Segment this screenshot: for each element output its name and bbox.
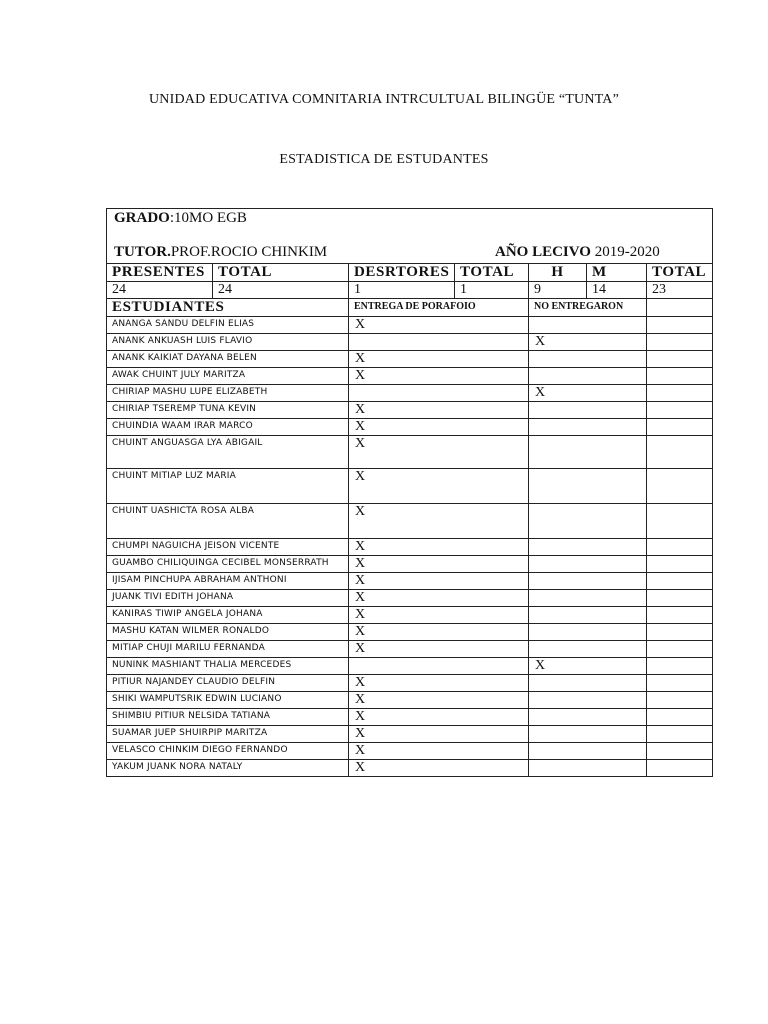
no-entrega-mark [529, 504, 647, 539]
entrega-mark: X [349, 692, 529, 709]
student-name: ANANK KAIKIAT DAYANA BELEN [107, 351, 349, 368]
entrega-mark: X [349, 743, 529, 760]
no-entrega-mark [529, 675, 647, 692]
empty-cell [647, 675, 713, 692]
total-presentes-header: TOTAL [213, 264, 349, 282]
entrega-mark: X [349, 436, 529, 469]
institution-title: UNIDAD EDUCATIVA COMNITARIA INTRCULTUAL BILINGÜE “TUNTA” [148, 92, 619, 107]
empty-cell [647, 607, 713, 624]
empty-cell [647, 385, 713, 402]
grado-line [114, 210, 247, 227]
summary-values-row [107, 282, 713, 299]
info-cell [107, 209, 713, 264]
total-header: TOTAL [647, 264, 713, 282]
total-presentes-value: 24 [213, 282, 349, 299]
empty-cell [647, 760, 713, 777]
student-name: IJISAM PINCHUPA ABRAHAM ANTHONI [107, 573, 349, 590]
empty-cell [647, 556, 713, 573]
empty-cell [647, 641, 713, 658]
empty-cell [647, 368, 713, 385]
student-name: CHUINT UASHICTA ROSA ALBA [107, 504, 349, 539]
student-name: CHUINT ANGUASGA LYA ABIGAIL [107, 436, 349, 469]
no-entrega-mark [529, 607, 647, 624]
table-row [107, 351, 713, 368]
empty-cell [647, 692, 713, 709]
school-year-line [495, 244, 660, 261]
total-value: 23 [647, 282, 713, 299]
table-row [107, 436, 713, 469]
table-row [107, 556, 713, 573]
no-entrega-mark [529, 539, 647, 556]
document-subtitle: ESTADISTICA DE ESTUDANTES [279, 152, 489, 167]
entrega-mark: X [349, 624, 529, 641]
tutor-label: TUTOR. [114, 244, 171, 260]
student-name: MITIAP CHUJI MARILU FERNANDA [107, 641, 349, 658]
students-column-header: ESTUDIANTES [107, 299, 349, 317]
no-entrega-mark [529, 590, 647, 607]
student-name: SUAMAR JUEP SHUIRPIP MARITZA [107, 726, 349, 743]
summary-header-row [107, 264, 713, 282]
student-name: NUNINK MASHIANT THALIA MERCEDES [107, 658, 349, 675]
info-row [107, 209, 713, 264]
student-name: KANIRAS TIWIP ANGELA JOHANA [107, 607, 349, 624]
entrega-mark: X [349, 317, 529, 334]
no-entrega-mark [529, 556, 647, 573]
empty-cell [647, 743, 713, 760]
student-name: ANANK ANKUASH LUIS FLAVIO [107, 334, 349, 351]
empty-cell [647, 419, 713, 436]
no-entrega-mark [529, 368, 647, 385]
empty-cell [647, 573, 713, 590]
entrega-mark: X [349, 368, 529, 385]
no-entrega-mark [529, 419, 647, 436]
table-row [107, 624, 713, 641]
student-name: ANANGA SANDU DELFIN ELIAS [107, 317, 349, 334]
entrega-mark: X [349, 539, 529, 556]
table-row [107, 726, 713, 743]
table-row [107, 402, 713, 419]
no-entrega-mark [529, 351, 647, 368]
no-entrega-column-header: NO ENTREGARON [529, 299, 647, 317]
statistics-table [106, 208, 713, 777]
student-name: CHIRIAP MASHU LUPE ELIZABETH [107, 385, 349, 402]
no-entrega-mark [529, 726, 647, 743]
hombres-value: 9 [529, 282, 587, 299]
empty-cell [647, 726, 713, 743]
hombres-header: H [529, 264, 587, 282]
presentes-value: 24 [107, 282, 213, 299]
no-entrega-mark [529, 469, 647, 504]
table-row [107, 469, 713, 504]
student-name: YAKUM JUANK NORA NATALY [107, 760, 349, 777]
table-row [107, 709, 713, 726]
empty-cell [647, 504, 713, 539]
school-year-label: AÑO LECIVO [495, 244, 591, 260]
table-row [107, 658, 713, 675]
no-entrega-mark [529, 317, 647, 334]
table-row [107, 573, 713, 590]
table-row [107, 743, 713, 760]
table-row [107, 317, 713, 334]
empty-cell [647, 317, 713, 334]
tutor-value: PROF.ROCIO CHINKIM [170, 244, 328, 260]
table-row [107, 539, 713, 556]
table-row [107, 760, 713, 777]
empty-cell [647, 469, 713, 504]
entrega-mark: X [349, 675, 529, 692]
no-entrega-mark: X [529, 658, 647, 675]
student-name: CHUINDIA WAAM IRAR MARCO [107, 419, 349, 436]
entrega-mark: X [349, 590, 529, 607]
entrega-mark: X [349, 469, 529, 504]
entrega-mark [349, 334, 529, 351]
presentes-header: PRESENTES [107, 264, 213, 282]
entrega-mark [349, 385, 529, 402]
entrega-column-header: ENTREGA DE PORAFOIO [349, 299, 529, 317]
table-row [107, 504, 713, 539]
desertores-header: DESRTORES [349, 264, 455, 282]
table-row [107, 419, 713, 436]
empty-cell [647, 351, 713, 368]
student-name: PITIUR NAJANDEY CLAUDIO DELFIN [107, 675, 349, 692]
entrega-mark: X [349, 402, 529, 419]
empty-cell [647, 539, 713, 556]
mujeres-header: M [587, 264, 647, 282]
total-desertores-header: TOTAL [455, 264, 529, 282]
table-row [107, 692, 713, 709]
entrega-mark [349, 658, 529, 675]
entrega-mark: X [349, 573, 529, 590]
entrega-mark: X [349, 641, 529, 658]
empty-cell [647, 402, 713, 419]
no-entrega-mark [529, 692, 647, 709]
empty-cell [647, 709, 713, 726]
entrega-mark: X [349, 726, 529, 743]
desertores-value: 1 [349, 282, 455, 299]
table-row [107, 385, 713, 402]
student-name: AWAK CHUINT JULY MARITZA [107, 368, 349, 385]
student-name: SHIKI WAMPUTSRIK EDWIN LUCIANO [107, 692, 349, 709]
empty-cell [647, 436, 713, 469]
no-entrega-mark [529, 760, 647, 777]
student-name: MASHU KATAN WILMER RONALDO [107, 624, 349, 641]
table-row [107, 675, 713, 692]
table-row [107, 607, 713, 624]
no-entrega-mark [529, 573, 647, 590]
no-entrega-mark [529, 402, 647, 419]
no-entrega-mark [529, 709, 647, 726]
tutor-line [114, 244, 327, 261]
table-row [107, 334, 713, 351]
no-entrega-mark [529, 641, 647, 658]
student-name: CHUMPI NAGUICHA JEISON VICENTE [107, 539, 349, 556]
entrega-mark: X [349, 760, 529, 777]
entrega-mark: X [349, 709, 529, 726]
mujeres-value: 14 [587, 282, 647, 299]
empty-cell [647, 658, 713, 675]
student-name: VELASCO CHINKIM DIEGO FERNANDO [107, 743, 349, 760]
empty-cell [647, 590, 713, 607]
entrega-mark: X [349, 351, 529, 368]
student-header-row [107, 299, 713, 317]
student-name: JUANK TIVI EDITH JOHANA [107, 590, 349, 607]
empty-cell [647, 334, 713, 351]
empty-cell [647, 624, 713, 641]
student-name: GUAMBO CHILIQUINGA CECIBEL MONSERRATH [107, 556, 349, 573]
entrega-mark: X [349, 419, 529, 436]
entrega-mark: X [349, 607, 529, 624]
no-entrega-mark: X [529, 385, 647, 402]
no-entrega-mark [529, 436, 647, 469]
no-entrega-mark [529, 743, 647, 760]
student-name: CHUINT MITIAP LUZ MARIA [107, 469, 349, 504]
total-desertores-value: 1 [455, 282, 529, 299]
entrega-mark: X [349, 504, 529, 539]
student-name: SHIMBIU PITIUR NELSIDA TATIANA [107, 709, 349, 726]
empty-header-cell [647, 299, 713, 317]
table-row [107, 368, 713, 385]
table-row [107, 641, 713, 658]
student-name: CHIRIAP TSEREMP TUNA KEVIN [107, 402, 349, 419]
school-year-value: 2019-2020 [590, 244, 660, 260]
entrega-mark: X [349, 556, 529, 573]
no-entrega-mark: X [529, 334, 647, 351]
no-entrega-mark [529, 624, 647, 641]
table-row [107, 590, 713, 607]
grado-value: :10MO EGB [169, 210, 247, 226]
grado-label: GRADO [114, 210, 170, 226]
